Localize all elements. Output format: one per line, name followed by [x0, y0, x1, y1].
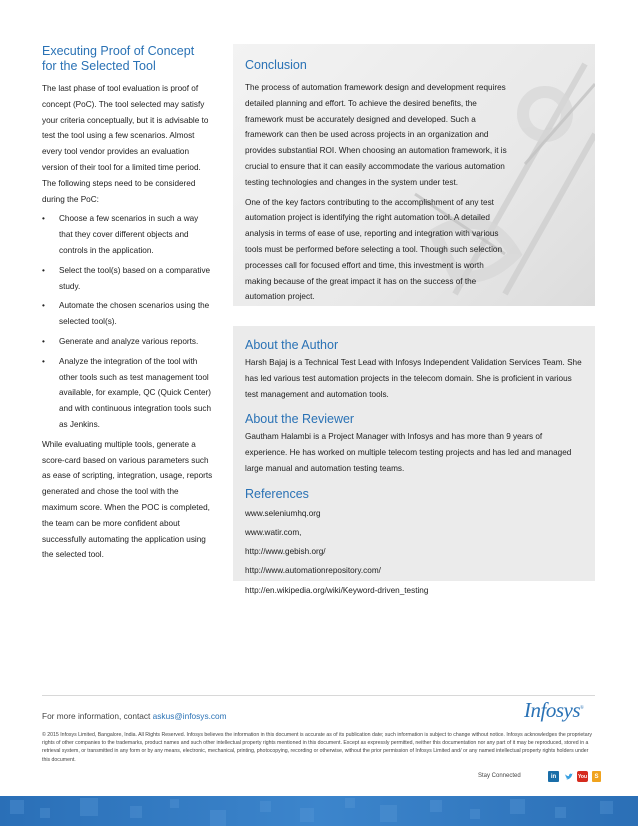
band-pattern: [0, 796, 638, 826]
list-item: • Automate the chosen scenarios using the selected tool(s).: [42, 298, 214, 330]
reviewer-section: [245, 412, 583, 476]
youtube-icon[interactable]: You: [577, 771, 588, 782]
reference-link[interactable]: http://en.wikipedia.org/wiki/Keyword-driven_testing: [245, 585, 429, 595]
reference-link[interactable]: www.seleniumhq.org: [245, 508, 321, 518]
bullet-icon: •: [42, 336, 45, 346]
slideshare-icon[interactable]: S: [592, 771, 601, 782]
bullet-icon: •: [42, 356, 45, 366]
author-heading: About the Author: [245, 338, 339, 352]
poc-heading: Executing Proof of Concept for the Selected Tool: [42, 44, 195, 73]
author-section: [245, 338, 583, 402]
reference-link[interactable]: www.watir.com,: [245, 527, 302, 537]
conclusion-panel: [233, 44, 595, 306]
references-heading: References: [245, 486, 309, 501]
contact-email-link[interactable]: askus@infosys.com: [152, 711, 227, 721]
reviewer-bio: Gautham Halambi is a Project Manager with Infosys and has more than 9 years of experience. He has worked on multiple telecom testing projects and has led and managed large manual and automation testing teams.: [245, 432, 572, 473]
left-column: [42, 44, 214, 563]
footer-divider: [42, 695, 595, 696]
bullet-icon: •: [42, 265, 45, 275]
reference-link[interactable]: http://www.gebish.org/: [245, 547, 326, 557]
contact-line: For more information, contact askus@infosys.com: [42, 711, 227, 721]
reference-link[interactable]: http://www.automationrepository.com/: [245, 566, 381, 576]
conclusion-heading: Conclusion: [245, 58, 307, 72]
author-bio: Harsh Bajaj is a Technical Test Lead with Infosys Independent Validation Services Team. She has led various test automation projects in the telecom domain. She is proficient in various test management and automation tools.: [245, 358, 582, 399]
linkedin-icon[interactable]: in: [548, 771, 559, 782]
conclusion-paragraph-2: One of the key factors contributing to the accomplishment of any test automation project is identifying the right automation tool. A detailed analysis in terms of ease of use, reporting and integration with various tools must be performed before selecting a tool. Though such selection processes call for focused effort and time, this investment is worth making because of the great impact it has on the success of the automation project.: [245, 197, 502, 302]
references-list: [245, 504, 583, 600]
list-item: • Analyze the integration of the tool with other tools such as test management tool available, for example, QC (Quick Center) and with continuous integration tools such as Jenkins.: [42, 354, 214, 433]
list-item: • Generate and analyze various reports.: [42, 334, 214, 350]
footer-band: [0, 796, 638, 826]
infosys-logo: Infosys®: [524, 698, 584, 722]
references-section: [245, 487, 583, 600]
twitter-icon[interactable]: [565, 771, 573, 782]
legal-notice: © 2015 Infosys Limited, Bangalore, India. All Rights Reserved. Infosys believes the information in this document is accurate as of its publication date; such information is subject to change without notice. Infosys acknowledges the proprietary rights of other companies to the trademarks, product names and such other intellectual property rights mentioned in this document. Except as expressly permitted, neither this documentation nor any part of it may be reproduced, stored in a retrieval system, or transmitted in any form or by any means, electronic, mechanical, printing, photocopying, recording or otherwise, without the prior permission of Infosys Limited and/ or any named intellectual property rights holders under this document.: [42, 732, 592, 763]
poc-steps-list: [42, 211, 214, 432]
bullet-icon: •: [42, 214, 45, 224]
stay-connected-label: Stay Connected: [478, 773, 521, 779]
bullet-icon: •: [42, 301, 45, 311]
poc-intro: The last phase of tool evaluation is proof of concept (PoC). The tool selected may satisfy your criteria conceptually, but it is advisable to test the tool using a few scenarios. Almost every tool vendor provides an evaluation version of their tool for a limited time period. The following steps need to be considered during the PoC:: [42, 84, 209, 204]
poc-closing: While evaluating multiple tools, generate a score-card based on various parameters such as ease of scripting, integration, usage, reports generated and chose the tool with the maximum score. When the POC is completed, the team can be more confident about successfully automating the application using the selected tool.: [42, 439, 213, 560]
list-item: • Select the tool(s) based on a comparative study.: [42, 263, 214, 295]
reviewer-heading: About the Reviewer: [245, 412, 355, 427]
list-item: • Choose a few scenarios in such a way that they cover different objects and controls in the application.: [42, 211, 214, 258]
conclusion-paragraph-1: The process of automation framework design and development requires detailed planning and effort. To achieve the desired benefits, the framework must be accurately designed and developed. Such a framework can then be used across projects in an organization and provides substantial ROI. When choosing an automation framework, it is crucial to ensure that it can easily accommodate the various automation testing technologies and changes in the system under test.: [245, 83, 507, 187]
info-panel: [233, 326, 595, 595]
